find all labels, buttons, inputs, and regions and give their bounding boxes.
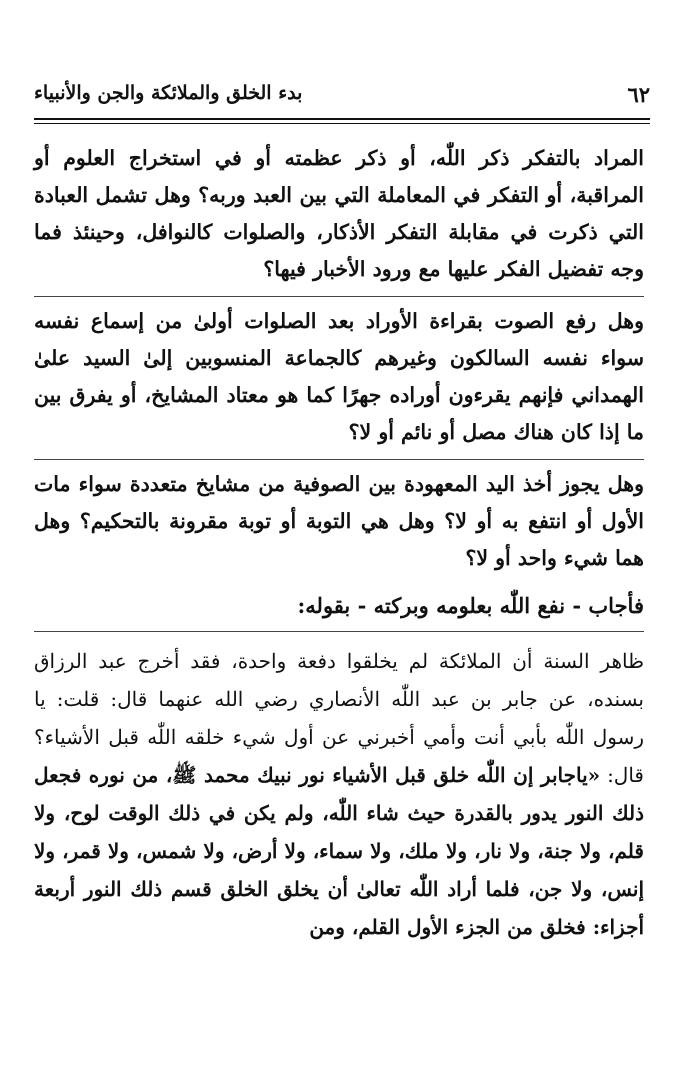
question-paragraph-3: وهل يجوز أخذ اليد المعهودة بين الصوفية من مشايخ متعددة سواء مات الأول أو انتفع به أو لا؟ وهل هي التوبة أو توبة مقرونة بالتحكيم؟ وهل هما شيء واحد أو لا؟ [34, 472, 644, 570]
answer-paragraph [34, 642, 644, 946]
answer-intro: فأجاب - نفع اللّٰه بعلومه وبركته - بقوله: [297, 593, 644, 618]
answer-text: ظاهر السنة أن الملائكة لم يخلقوا دفعة واحدة، فقد أخرج عبد الرزاق بسنده، عن جابر بن عبد اللّٰه الأنصاري رضي الله عنهما قال: قلت: يا رسول اللّٰه بأبي أنت وأمي أخبرني عن أول شيء خلقه اللّٰه قبل الأشياء؟ قال: [34, 649, 644, 787]
paragraph-divider [34, 459, 644, 460]
page-header [34, 82, 650, 112]
page-body [34, 140, 644, 946]
running-title: بدء الخلق والملائكة والجن والأنبياء [34, 82, 303, 104]
page-number: ٦٢ [627, 82, 650, 107]
header-rule-thin [34, 123, 650, 124]
question-paragraph-2: وهل رفع الصوت بقراءة الأوراد بعد الصلوات أولىٰ من إسماع نفسه سواء نفسه السالكون وغيرهم كالجماعة المنسوبين إلىٰ السيد علىٰ الهمداني فإنهم يقرءون أوراده جهرًا كما هو معتاد المشايخ، أو يفرق بين ما إذا كان هناك مصل أو نائم أو لا؟ [34, 309, 644, 444]
header-rule-thick [34, 118, 650, 120]
question-paragraph-1: المراد بالتفكر ذكر اللّٰه، أو ذكر عظمته أو في استخراج العلوم أو المراقبة، أو التفكر في المعاملة التي بين العبد وربه؟ وهل تشمل العبادة التي ذكرت في مقابلة التفكر الأذكار، والصلوات كالنوافل، وحينئذ فما وجه تفضيل الفكر عليها مع ورود الأخبار فيها؟ [34, 146, 644, 281]
answer-divider [34, 631, 644, 632]
paragraph-divider [34, 296, 644, 297]
hadith-quote: «ياجابر إن اللّٰه خلق قبل الأشياء نور نبيك محمد ﷺ، من نوره فجعل ذلك النور يدور بالقدرة حيث شاء اللّٰه، ولم يكن في ذلك الوقت لوح، ولا قلم، ولا جنة، ولا نار، ولا ملك، ولا سماء، ولا أرض، ولا شمس، ولا قمر، ولا إنس، ولا جن، فلما أراد اللّٰه تعالىٰ أن يخلق الخلق قسم ذلك النور أربعة أجزاء: فخلق من الجزء الأول القلم، ومن [34, 763, 644, 939]
